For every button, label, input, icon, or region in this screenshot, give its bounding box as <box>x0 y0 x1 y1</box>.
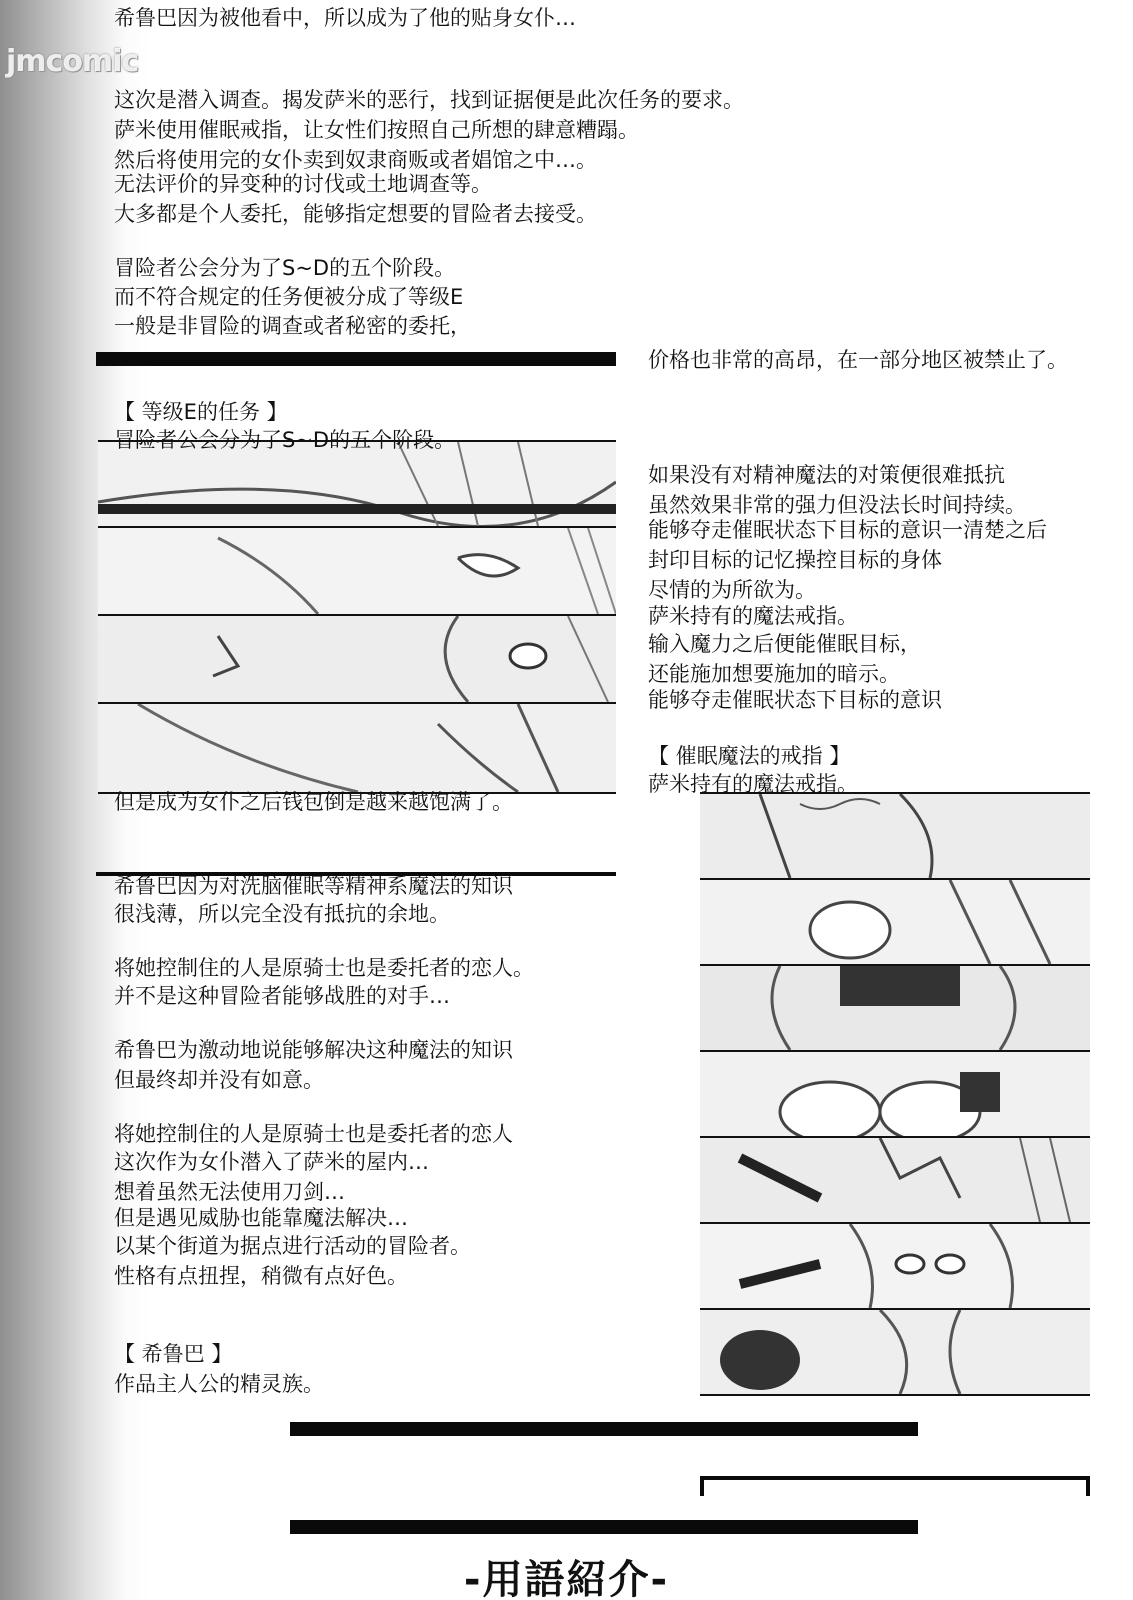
caption-line: 【 催眠魔法的戒指 】 <box>648 744 851 768</box>
caption-line: 将她控制住的人是原骑士也是委托者的恋人。 <box>114 956 534 980</box>
illustration-strip <box>700 964 1090 1052</box>
illustration-strip <box>700 878 1090 966</box>
illustration-strip <box>700 1308 1090 1396</box>
caption-line: 很浅薄，所以完全没有抵抗的余地。 <box>114 902 450 926</box>
caption-line: 尽情的为所欲为。 <box>648 578 816 602</box>
caption-line: 价格也非常的高昂，在一部分地区被禁止了。 <box>648 348 1068 372</box>
caption-line: 冒险者公会分为了S~D的五个阶段。 <box>114 428 456 452</box>
caption-line: 还能施加想要施加的暗示。 <box>648 662 900 686</box>
caption-line: 萨米使用催眠戒指，让女性们按照自己所想的肆意糟蹋。 <box>114 118 639 142</box>
caption-line: 冒险者公会分为了S~D的五个阶段。 <box>114 256 456 280</box>
caption-line: 希鲁巴因为对洗脑催眠等精神系魔法的知识 <box>114 874 513 898</box>
divider-bar <box>700 1476 704 1496</box>
caption-line: 一般是非冒险的调查或者秘密的委托， <box>114 314 471 338</box>
caption-line: 大多都是个人委托，能够指定想要的冒险者去接受。 <box>114 202 597 226</box>
divider-bar <box>1086 1476 1090 1496</box>
caption-line: 这次作为女仆潜入了萨米的屋内… <box>114 1150 429 1174</box>
illustration-strip <box>700 1136 1090 1224</box>
caption-line: 但是遇见威胁也能靠魔法解决… <box>114 1206 408 1230</box>
caption-line: 能够夺走催眠状态下目标的意识一清楚之后 <box>648 518 1047 542</box>
caption-line: 想着虽然无法使用刀剑… <box>114 1180 345 1204</box>
caption-line: 虽然效果非常的强力但没法长时间持续。 <box>648 493 1026 517</box>
divider-bar <box>96 352 616 366</box>
caption-line: 无法评价的异变种的讨伐或土地调查等。 <box>114 172 492 196</box>
caption-line: 但最终却并没有如意。 <box>114 1068 324 1092</box>
caption-line: 希鲁巴因为被他看中，所以成为了他的贴身女仆… <box>114 6 576 30</box>
illustration-strip <box>98 440 616 528</box>
caption-line: 作品主人公的精灵族。 <box>114 1372 324 1396</box>
caption-line: 输入魔力之后便能催眠目标， <box>648 632 921 656</box>
divider-bar <box>290 1520 918 1534</box>
caption-line: 【 等级E的任务 】 <box>114 400 288 424</box>
illustration-strip <box>98 702 616 794</box>
caption-line: 以某个街道为据点进行活动的冒险者。 <box>114 1234 471 1258</box>
divider-bar <box>290 1422 918 1436</box>
illustration-strip <box>700 792 1090 880</box>
illustration-strip <box>700 1050 1090 1138</box>
caption-line: 并不是这种冒险者能够战胜的对手… <box>114 984 450 1008</box>
illustration-strip <box>700 1222 1090 1310</box>
caption-line: 封印目标的记忆操控目标的身体 <box>648 548 942 572</box>
caption-line: 萨米持有的魔法戒指。 <box>648 604 858 628</box>
caption-line: 如果没有对精神魔法的对策便很难抵抗 <box>648 463 1005 487</box>
caption-line: 性格有点扭捏，稍微有点好色。 <box>114 1264 408 1288</box>
watermark-logo: jmcomic <box>6 44 139 79</box>
caption-line: 萨米持有的魔法戒指。 <box>648 772 858 796</box>
caption-line: 而不符合规定的任务便被分成了等级E <box>114 285 464 309</box>
illustration-strip <box>98 526 616 616</box>
caption-line: 能够夺走催眠状态下目标的意识 <box>648 688 942 712</box>
caption-line: 然后将使用完的女仆卖到奴隶商贩或者娼馆之中…。 <box>114 148 597 172</box>
caption-line: 希鲁巴为激动地说能够解决这种魔法的知识 <box>114 1038 513 1062</box>
page-title: -用語紹介- <box>463 1557 670 1600</box>
caption-line: 这次是潜入调查。揭发萨米的恶行，找到证据便是此次任务的要求。 <box>114 88 744 112</box>
illustration-strip <box>98 614 616 704</box>
caption-line: 【 希鲁巴 】 <box>114 1342 233 1366</box>
divider-bar <box>700 1476 1090 1480</box>
caption-line: 将她控制住的人是原骑士也是委托者的恋人 <box>114 1122 513 1146</box>
caption-line: 但是成为女仆之后钱包倒是越来越饱满了。 <box>114 790 513 814</box>
